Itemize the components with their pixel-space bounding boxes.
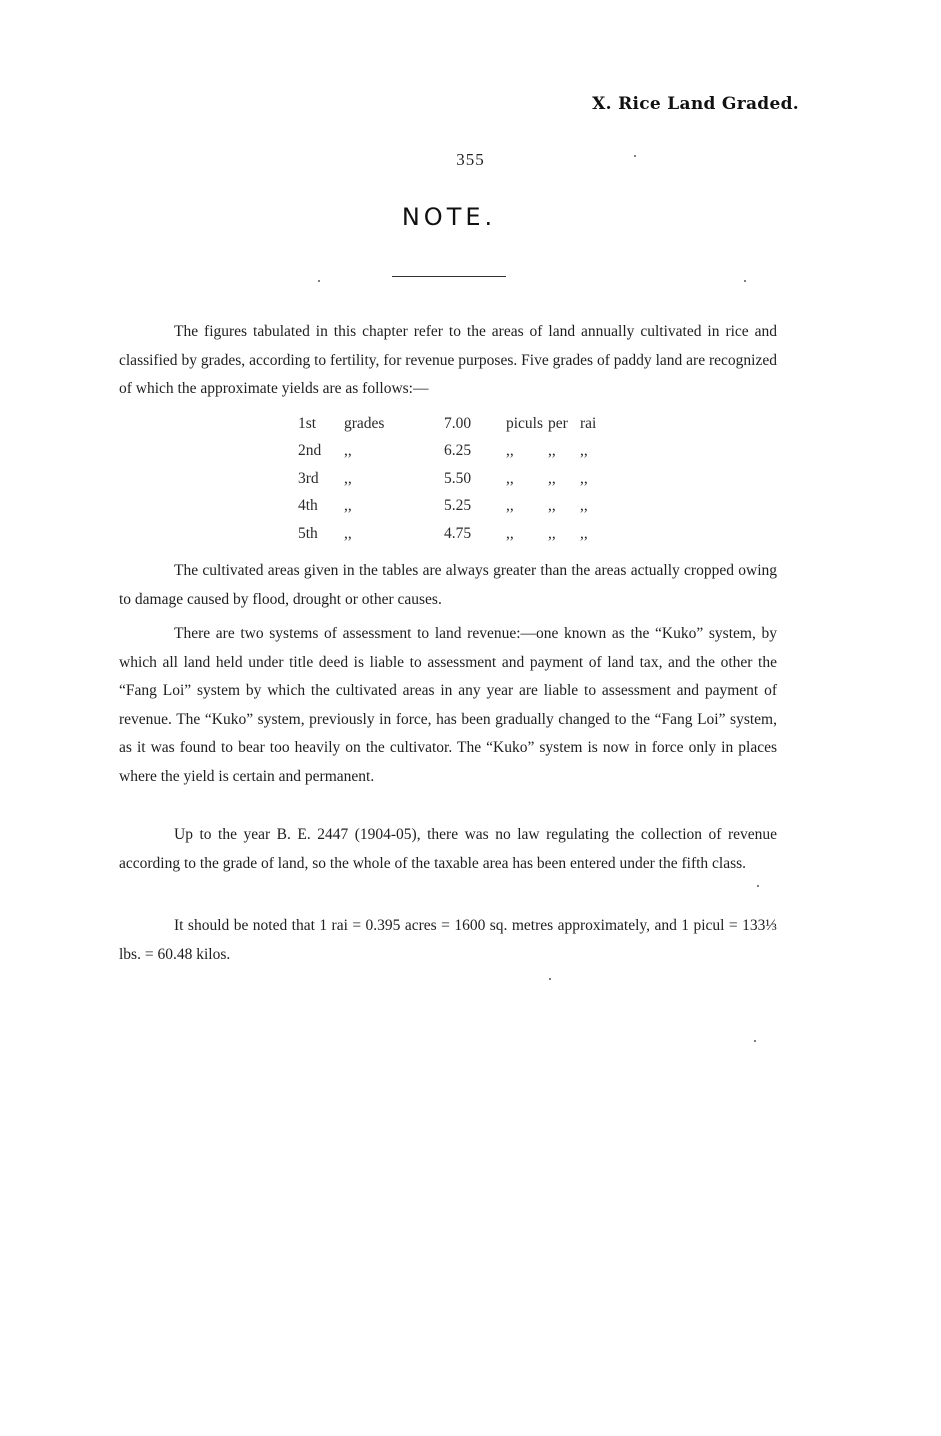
paragraph-assessment-systems (119, 620, 777, 791)
grade-label-cell: grades (344, 414, 385, 432)
table-row (298, 410, 620, 438)
scan-speck (634, 155, 636, 157)
scan-speck (549, 978, 551, 980)
grade-cell: 1st (298, 414, 317, 432)
unit-cell: ,, (580, 497, 588, 515)
unit-cell: piculs (506, 414, 544, 432)
paragraph-figures-intro (119, 318, 777, 404)
unit-cell: ,, (506, 469, 514, 487)
title-rule (392, 276, 506, 277)
grade-label-cell: ,, (344, 469, 352, 487)
yield-value-cell: 7.00 (444, 414, 472, 432)
running-head: X. Rice Land Graded. (592, 94, 799, 114)
grade-label-cell: ,, (344, 524, 352, 542)
grade-cell: 3rd (298, 469, 319, 487)
yield-value-cell: 5.50 (444, 469, 472, 487)
paragraph-text: It should be noted that 1 rai = 0.395 acres = 1600 sq. metres approximately, and 1 picul = 133⅓ lbs. = 60.48 kilos. (119, 917, 777, 963)
unit-cell: ,, (580, 524, 588, 542)
unit-cell: ,, (548, 524, 556, 542)
table-row (298, 438, 620, 466)
paragraph-cultivated-areas (119, 557, 777, 614)
scan-speck (754, 1040, 756, 1042)
unit-cell: ,, (506, 497, 514, 515)
note-title: NOTE. (401, 203, 497, 231)
unit-cell: ,, (580, 469, 588, 487)
scan-speck (757, 885, 759, 887)
unit-cell: ,, (506, 524, 514, 542)
paragraph-text: The figures tabulated in this chapter refer to the areas of land annually cultivated in rice and classified by grades, according to fertility, for revenue purposes. Five grades of paddy land are recognized of which the approximate yields are as follows:— (119, 323, 777, 397)
table-row (298, 465, 620, 493)
unit-cell: ,, (580, 442, 588, 460)
table-row (298, 520, 620, 548)
unit-cell: rai (580, 414, 597, 432)
grades-yield-table (298, 410, 620, 548)
yield-value-cell: 6.25 (444, 442, 472, 460)
grade-cell: 5th (298, 524, 318, 542)
paragraph-text: The cultivated areas given in the tables are always greater than the areas actually cropped owing to damage caused by flood, drought or other causes. (119, 562, 777, 608)
grade-label-cell: ,, (344, 442, 352, 460)
page-number: 355 (456, 150, 485, 169)
grade-label-cell: ,, (344, 497, 352, 515)
scan-speck (318, 280, 320, 282)
grade-cell: 4th (298, 497, 318, 515)
unit-cell: ,, (548, 469, 556, 487)
unit-cell: per (548, 414, 568, 432)
paragraph-text: There are two systems of assessment to land revenue:—one known as the “Kuko” system, by which all land held under title deed is liable to assessment and payment of land tax, and the other the “Fang Loi” system by which the cultivated areas in any year are liable to assessment and payment of revenue. The “Kuko” system, previously in force, has been gradually changed to the “Fang Loi” system, as it was found to bear too heavily on the cultivator. The “Kuko” system is now in force only in places where the yield is certain and permanent. (119, 625, 777, 785)
grade-cell: 2nd (298, 442, 322, 460)
yield-value-cell: 4.75 (444, 524, 472, 542)
scan-speck (744, 280, 746, 282)
table-row (298, 493, 620, 521)
yield-value-cell: 5.25 (444, 497, 472, 515)
unit-cell: ,, (506, 442, 514, 460)
paragraph-unit-conversions (119, 912, 777, 969)
unit-cell: ,, (548, 497, 556, 515)
unit-cell: ,, (548, 442, 556, 460)
paragraph-text: Up to the year B. E. 2447 (1904-05), there was no law regulating the collection of revenue according to the grade of land, so the whole of the taxable area has been entered under the fifth class. (119, 826, 777, 872)
paragraph-revenue-history (119, 821, 777, 878)
